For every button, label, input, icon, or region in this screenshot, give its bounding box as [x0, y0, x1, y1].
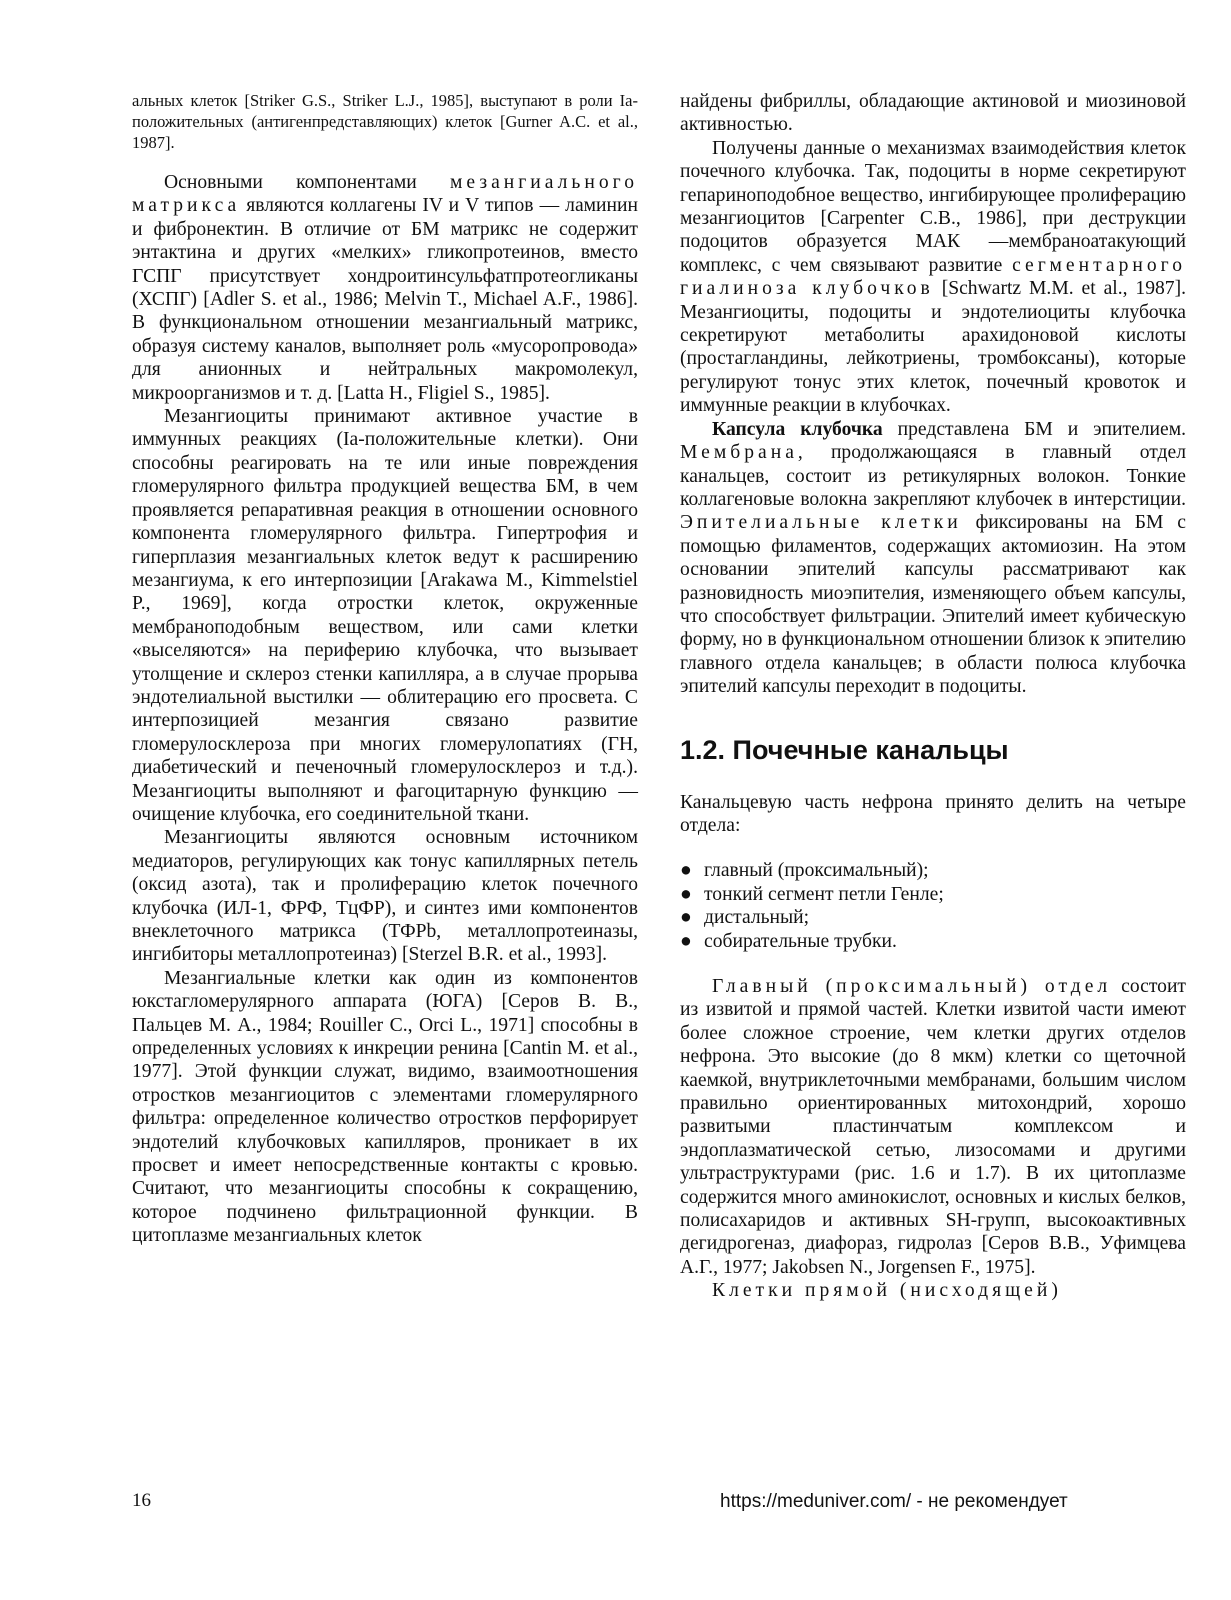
footer-url: https://meduniver.com/ - не рекомендует	[720, 1491, 1068, 1512]
paragraph-straight-part: Клетки прямой (нисходящей)	[712, 1280, 1062, 1302]
left-column	[132, 90, 638, 1248]
paragraph-continuation: найдены фибриллы, обладающие актиновой и миозиновой активностью.	[680, 91, 1186, 136]
bullet-icon: ●	[680, 907, 692, 929]
bullet-icon: ●	[680, 860, 692, 882]
list-item-text: дистальный;	[704, 907, 810, 929]
paragraph-mesangiocytes-immune: Мезангиоциты принимают активное участие в иммунных реакциях (Ia-положительные клетки). Они способны реагировать на те или иные повреждения гломерулярного фильтра продукцией вещества БМ, в чем проявляется репаративная реакция в отношении основного компонента гломерулярного фильтра. Гипертрофия и гиперплазия мезангиальных клеток ведут к расширению мезангиума, к его интерпозиции [Arakawa M., Kimmelstiel P., 1969], когда отростки клеток, окруженные мембраноподобным веществом, или сами клетки «выселяются» на периферию клубочка, что вызывает утолщение и склероз стенки капилляра, а в случае прорыва эндотелиальной выстилки — облитерацию его просвета. С интерпозицией мезангия связано развитие гломерулосклероза при многих гломерулопатиях (ГН, диабетический и печеночный гломерулосклероз и т.д.). Мезангиоциты выполняют и фагоцитарную функцию — очищение клубочка, его соединительной ткани.	[132, 406, 638, 825]
text-run: представлена БМ и эпителием.	[882, 418, 1187, 440]
bullet-icon: ●	[680, 883, 692, 905]
bold-term: Капсула клубочка	[712, 418, 883, 440]
text-run: состоит из извитой и прямой частей. Клетки извитой части имеют более сложное строение, чем клетки других отделов нефрона. Это высокие (до 8 мкм) клетки со щеточной каемкой, внутриклеточными мембранами, большим числом правильно ориентированных митохондрий, хорошо развитыми пластинчатым комплексом и эндоплазматической сетью, лизосомами и другими ультраструктурами (рис. 1.6 и 1.7). В их цитоплазме содержится много аминокислот, основных и кислых белков, полисахаридов и активных SH-групп, высокоактивных дегидрогеназ, диафораз, гидролаз [Серов В.В., Уфимцева А.Г., 1977; Jakobsen N., Jorgensen F., 1975].	[680, 976, 1186, 1278]
paragraph-continuation: альных клеток [Striker G.S., Striker L.J., 1985], выступают в роли Ia-положительных (антигенпредставляющих) клеток [Gurner A.C. et al., 1987].	[132, 91, 638, 152]
list-item-text: собирательные трубки.	[704, 930, 897, 952]
paragraph-mesangial-matrix	[132, 171, 638, 405]
spaced-term: Мембрана	[680, 442, 798, 464]
spaced-term: мезангиального матрикса	[132, 172, 638, 217]
text-run: , продолжающаяся в главный отдел канальцев, состоит из ретикулярных волокон. Тонкие коллагеновые волокна закрепляют клубочек в интерстиции.	[680, 442, 1186, 510]
text-run: фиксированы на БМ с помощью филаментов, содержащих актомиозин. На этом основании эпителий капсулы рассматривают как разновидность миоэпителия, изменяющего объем капсулы, что способствует фильтрации. Эпителий имеет кубическую форму, но в функциональном отношении близок к эпителию главного отдела канальцев; в области полюса клубочка эпителий капсулы переходит в подоциты.	[680, 512, 1186, 698]
paragraph-intro: Канальцевую часть нефрона принято делить на четыре отдела:	[680, 791, 1186, 836]
bullet-list	[680, 859, 1186, 953]
spaced-term: сегментарного гиалиноза клубочков	[680, 254, 1186, 300]
list-item-text: тонкий сегмент петли Генле;	[704, 883, 944, 905]
list-item	[680, 883, 1186, 906]
text-run: [Schwartz M.M. et al., 1987]. Мезангиоциты, подоциты и эндотелиоциты клубочка секретируют метаболиты арахидоновой кислоты (простагландины, лейкотриены, тромбоксаны), которые регулируют тонус этих клеток, почечный кровоток и иммунные реакции в клубочках.	[680, 278, 1187, 417]
text-run: являются коллагены IV и V типов — ламинин и фибронектин. В отличие от БМ матрикс не содержит энтактина и других «мелких» гликопротеинов, вместо ГСПГ присутствует хондроитинсульфатпротеогликаны (ХСПГ) [Adler S. et al., 1986; Melvin T., Michael A.F., 1986]. В функциональном отношении мезангиальный матрикс, образуя систему каналов, выполняет роль «мусоропровода» для анионных и нейтральных макромолекул, микроорганизмов и т. д. [Latta H., Fligiel S., 1985].	[132, 195, 638, 404]
text-run: Получены данные о механизмах взаимодействия клеток почечного клубочка. Так, подоциты в норме секретируют гепариноподобное вещество, ингибирующее пролиферацию мезангиоцитов [Carpenter C.B., 1986], при деструкции подоцитов образуется МАК —мембраноатакующий комплекс, с чем связывают развитие	[680, 137, 1186, 276]
page-number: 16	[132, 1490, 151, 1511]
paragraph-mesangiocytes-mediators: Мезангиоциты являются основным источником медиаторов, регулирующих как тонус капиллярных петель (оксид азота), так и пролиферацию клеток почечного клубочка (ИЛ-1, ФРФ, TцФР), и синтез ими компонентов внеклеточного матрикса (ТФРb, металлопротеиназы, ингибиторы металлопротеиназ) [Sterzel B.R. et al., 1993].	[132, 827, 638, 966]
paragraph-capsule	[680, 418, 1186, 699]
list-item	[680, 859, 1186, 882]
text-run: Основными компонентами	[164, 172, 450, 193]
paragraph-interactions	[680, 137, 1186, 418]
bullet-icon: ●	[680, 930, 692, 952]
spaced-term: Эпителиальные клетки	[680, 512, 962, 534]
list-item	[680, 906, 1186, 929]
paragraph-mesangiocytes-juga: Мезангиальные клетки как один из компонентов юкстагломерулярного аппарата (ЮГА) [Серов В. В., Пальцев М. А., 1984; Rouiller C., Orci L., 1971] способны в определенных условиях к инкреции ренина [Cantin M. et al., 1977]. Этой функции служат, видимо, взаимоотношения отростков мезангиоцитов с элементами гломерулярного фильтра: определенное количество отростков перфорирует эндотелий клубочковых капилляров, проникает в их просвет и имеет непосредственные контакты с кровью. Считают, что мезангиоциты способны к сокращению, которое подчинено фильтрационной функции. В цитоплазме мезангиальных клеток	[132, 967, 638, 1247]
list-item-text: главный (проксимальный);	[704, 860, 929, 882]
paragraph-proximal	[680, 975, 1186, 1279]
section-heading: 1.2. Почечные канальцы	[680, 734, 1009, 765]
spaced-term: Главный (проксимальный) отдел	[712, 976, 1112, 997]
right-column	[680, 90, 1186, 1303]
list-item	[680, 930, 1186, 953]
